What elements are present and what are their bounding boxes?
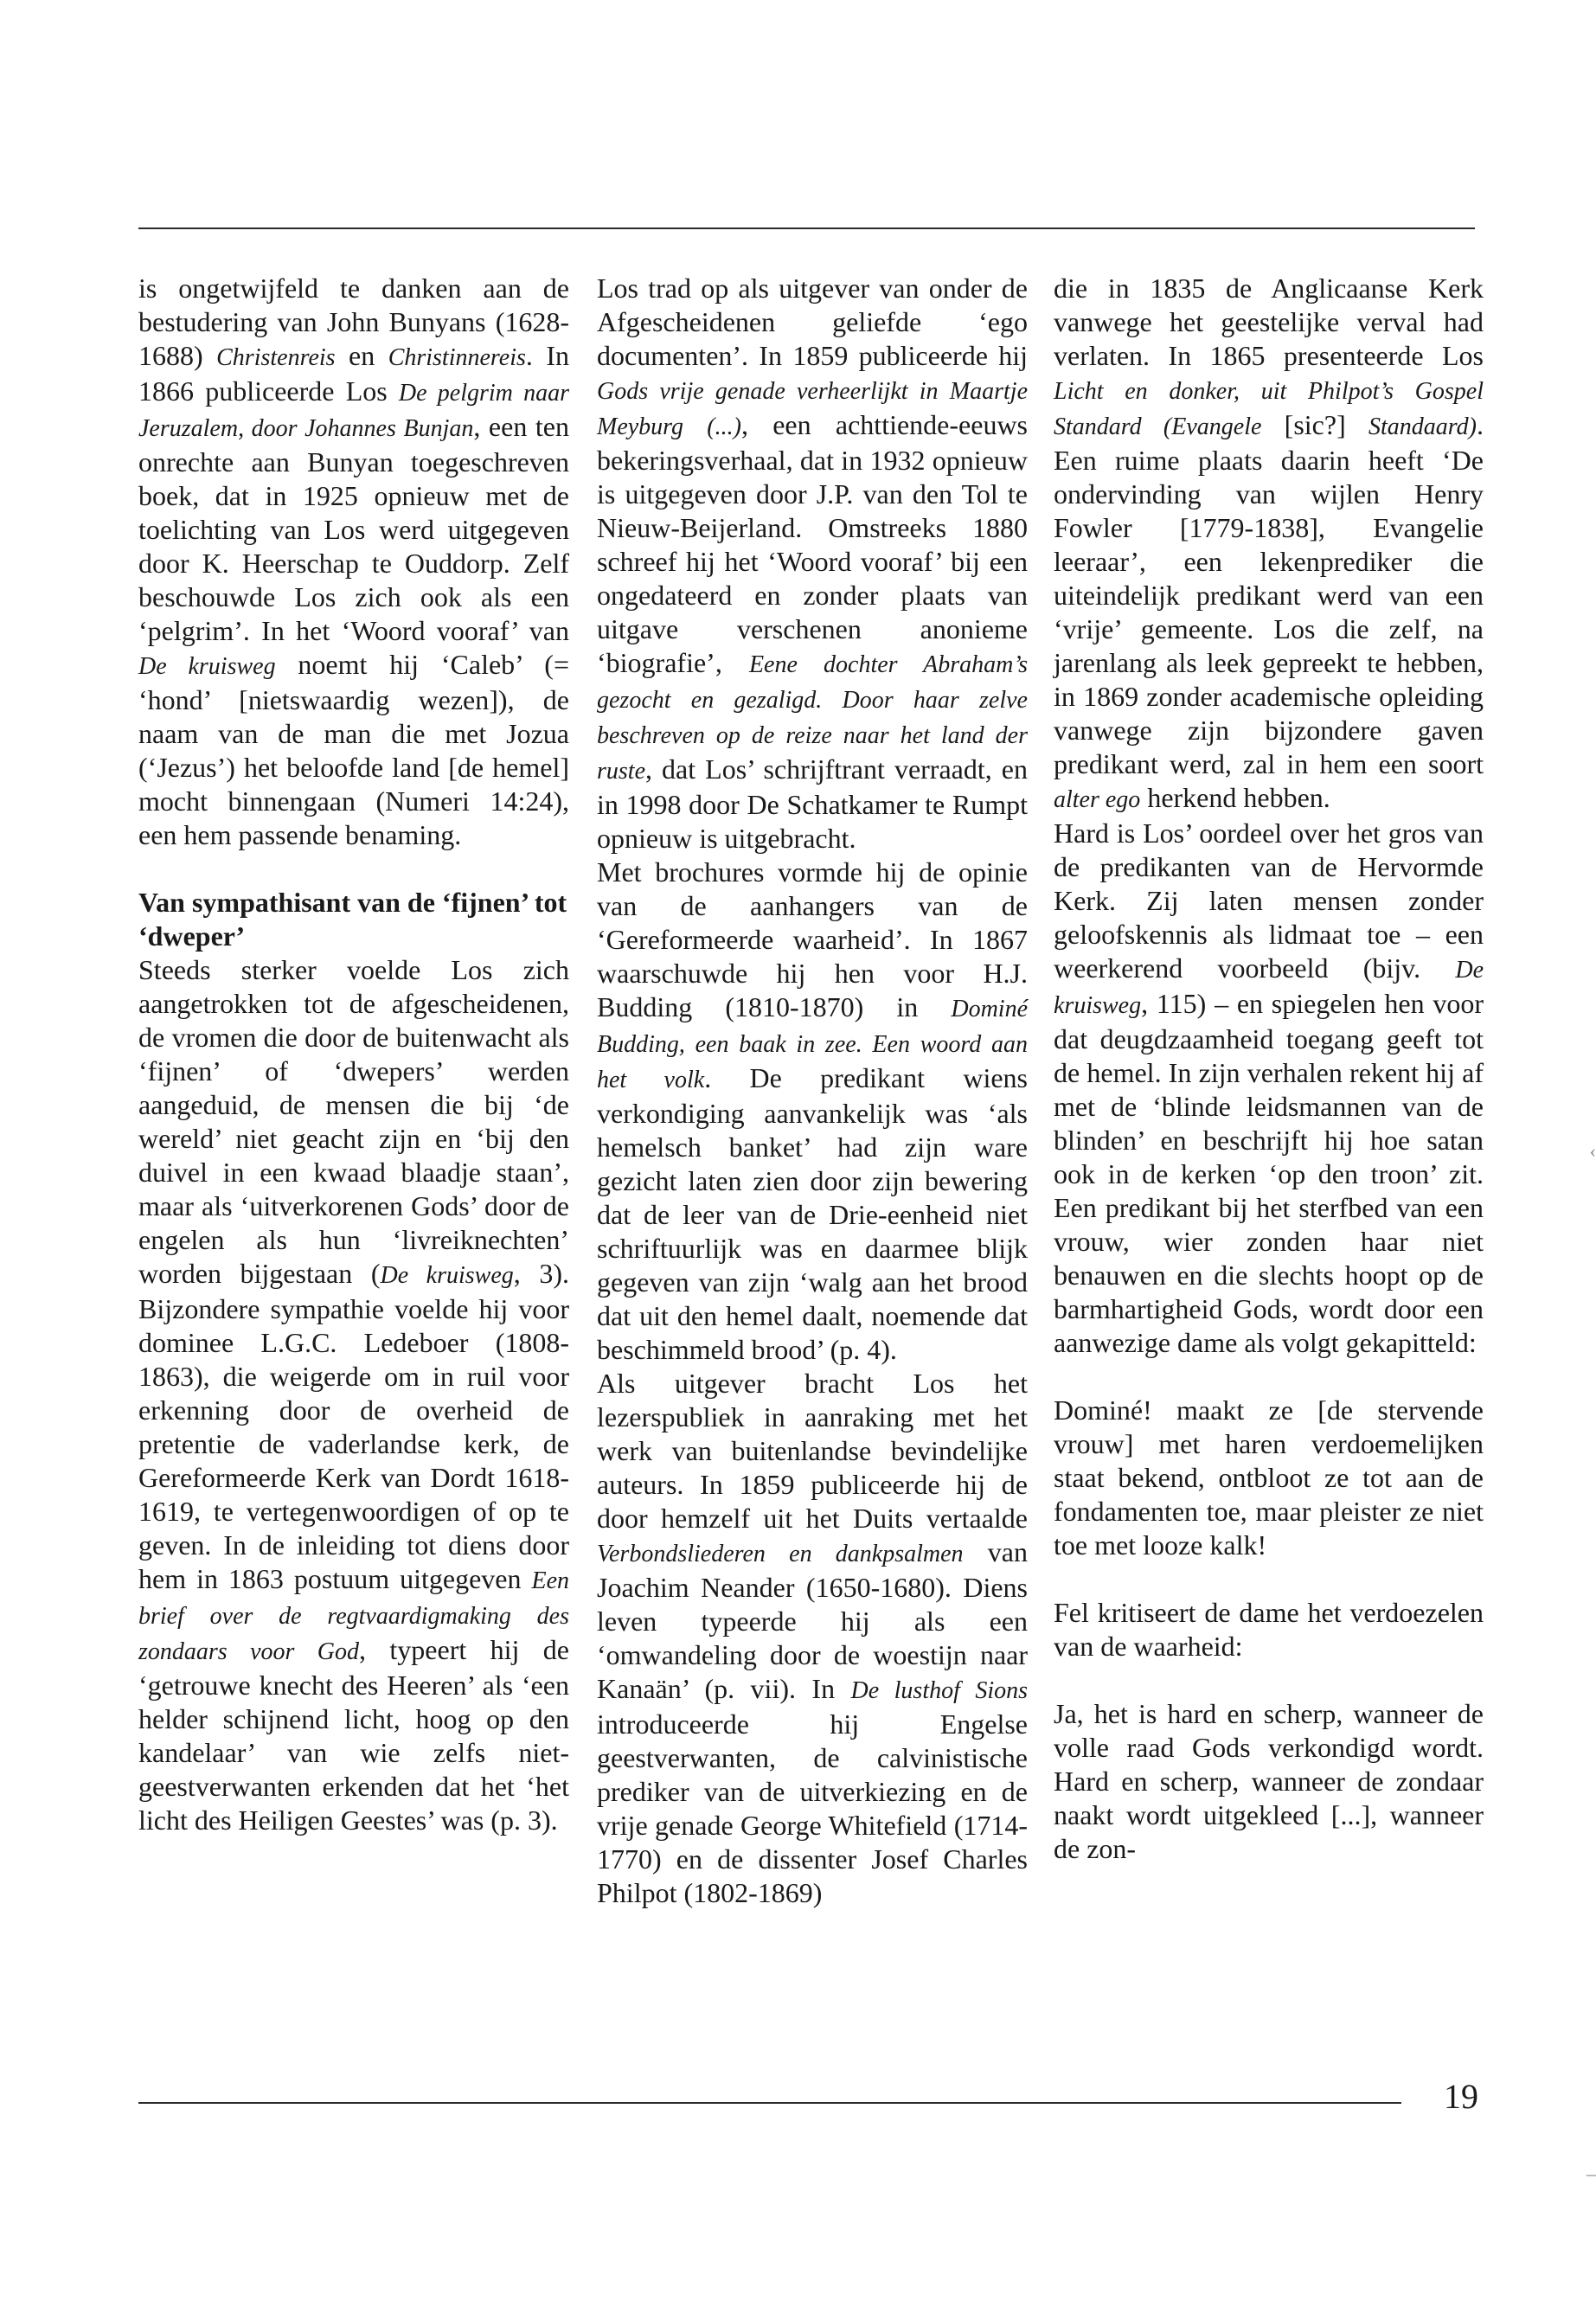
text-run: herkend hebben. (1140, 782, 1330, 813)
text-run: , een achttiende-eeuws bekeringsverhaal, dat in 1932 opnieuw is uitgegeven door J.P. van den Tol te Nieuw-Beijerland. Omstreeks 1880 schreef hij het ‘Woord vooraf’ bij een ongedateerd en zonder plaats van uitgave verschenen anonieme ‘biografie’, (597, 409, 1028, 678)
italic-title: De kruisweg (380, 1262, 514, 1289)
edge-mark: ‹ (1589, 1140, 1596, 1162)
paragraph (1054, 272, 1484, 817)
paragraph (597, 272, 1028, 856)
text-run: die in 1835 de Anglicaanse Kerk vanwege het geestelijke verval had verlaten. In 1865 presenteerde Los (1054, 272, 1484, 371)
block-quote: Ja, het is hard en scherp, wanneer de volle raad Gods verkondigd wordt. Hard en scherp, wanneer de zondaar naakt wordt uitgekleed [...], wanneer de zon- (1054, 1698, 1484, 1864)
bottom-rule (138, 2102, 1401, 2104)
italic-title: Standaard) (1368, 413, 1477, 440)
column-2 (597, 272, 1028, 1910)
text-run: Hard is Los’ oordeel over het gros van de predikanten van de Hervormde Kerk. Zij laten mensen zonder geloofskennis als lidmaat toe – een weerkerend voorbeeld (bijv. (1054, 817, 1484, 984)
text-run: . In 1866 publiceerde Los (138, 340, 570, 407)
italic-title: alter ego (1054, 786, 1141, 813)
column-1 (138, 272, 569, 1837)
text-run: . De predikant wiens verkondiging aanvankelijk was ‘als hemelsch banket’ had zijn ware gezicht laten zien door zijn bewering dat de leer van de Drie-eenheid niet schriftuurlijk was en daarmee blijk gegeven van zijn ‘walg aan het brood dat uit den hemel daalt, noemende dat beschimmeld brood’ (p. 4). (597, 1062, 1029, 1365)
italic-title: Christinnereis (388, 344, 526, 371)
text-run: , 115) – en spiegelen hen voor dat deugdzaamheid toegang geeft tot de hemel. In zijn verhalen rekent hij af met de ‘blinde leidsmannen van de blinden’ en beschrijft hij hoe satan ook in de kerken ‘op den troon’ zit. Een predikant bij het sterfbed van een vrouw, wier zonden haar niet benauwen en die slechts hoopt op de barmhartigheid Gods, wordt door een aanwezige dame als volgt gekapitteld: (1054, 988, 1484, 1358)
italic-title: De kruisweg (1054, 957, 1484, 1019)
column-3 (1054, 272, 1484, 1866)
text-run: noemt hij ‘Caleb’ (= ‘hond’ [nietswaardig wezen]), de naam van de man die met Jozua (‘Jezus’) het beloofde land [de hemel] mocht binnengaan (Numeri 14:24), een hem passende benaming. (138, 649, 569, 850)
italic-title: Licht en donker, uit Philpot’s Gospel Standard (Evangele (1054, 378, 1484, 440)
text-run: , typeert hij de ‘getrouwe knecht des Heeren’ als ‘een helder schijnend licht, hoog op den kandelaar’ van wie zelfs niet-geestverwanten erkenden dat het ‘het licht des Heiligen Geestes’ was (p. 3). (138, 1634, 570, 1836)
top-rule (138, 228, 1475, 229)
paragraph (1054, 817, 1484, 1360)
italic-title: De pelgrim naar Jeruzalem, door Johannes Bunjan (138, 380, 569, 442)
paragraph: Fel kritiseert de dame het verdoezelen van de waarheid: (1054, 1597, 1484, 1662)
paragraph (597, 1367, 1028, 1910)
block-quote: Dominé! maakt ze [de stervende vrouw] met haren verdoemelijken staat bekend, ontbloot ze tot aan de fondamenten toe, maar pleister ze niet toe met looze kalk! (1054, 1394, 1484, 1561)
text-run: Steeds sterker voelde Los zich aangetrokken tot de afgescheidenen, de vromen die door de buitenwacht als ‘fijnen’ of ‘dwepers’ werden aangeduid, de mensen die bij ‘de wereld’ niet geacht zijn en ‘bij den duivel in een kwaad blaadje staan’, maar als ‘uitverkorenen Gods’ door de engelen als hun ‘livreiknechten’ worden bijgestaan ( (138, 954, 569, 1289)
italic-title: Christenreis (216, 344, 336, 371)
text-run: is ongetwijfeld te danken aan de bestudering van John Bunyans (1628-1688) (138, 272, 569, 371)
page-number: 19 (1444, 2077, 1478, 2116)
italic-title: Een brief over de regtvaardigmaking des zondaars voor God (138, 1567, 569, 1665)
text-run: . Een ruime plaats daarin heeft ‘De ondervinding van wijlen Henry Fowler [1779-1838], Evangelie leeraar’, een lekenprediker die uiteindelijk predikant werd van een ‘vrije’ gemeente. Los die zelf, na jarenlang als leek gepreekt te hebben, in 1869 zonder academische opleiding vanwege zijn bijzondere gaven predikant werd, zal in hem een soort (1054, 409, 1484, 779)
edge-mark: – (1586, 2163, 1596, 2184)
text-run: introduceerde hij Engelse geestverwanten, de calvinistische prediker van de uitverkiezing en de vrije genade George Whitefield (1714-1770) en de dissenter Josef Charles Philpot (1802-1869) (597, 1708, 1028, 1908)
text-run: Met brochures vormde hij de opinie van de aanhangers van de ‘Gereformeerde waarheid’. In 1867 waarschuwde hij hen voor H.J. Budding (1810-1870) in (597, 856, 1028, 1022)
paragraph (597, 856, 1028, 1367)
text-run: , dat Los’ schrijftrant verraadt, en in 1998 door De Schatkamer te Rumpt opnieuw is uitgebracht. (597, 753, 1028, 854)
text-run: , 3). Bijzondere sympathie voelde hij voor dominee L.G.C. Ledeboer (1808-1863), die weigerde om in ruil voor erkenning door de overheid de pretentie de vaderlandse kerk, de Gereformeerde Kerk van Dordt 1618-1619, te vertegenwoordigen of op te geven. In de inleiding tot diens door hem in 1863 postuum uitgegeven (138, 1258, 569, 1594)
text-run: , een ten onrechte aan Bunyan toegeschreven boek, dat in 1925 opnieuw met de toelichting van Los werd uitgegeven door K. Heerschap te Ouddorp. Zelf beschouwde Los zich ook als een ‘pelgrim’. In het ‘Woord vooraf’ van (138, 411, 569, 646)
italic-title: Eene dochter Abraham’s gezocht en gezaligd. Door haar zelve beschreven op de reize naar het land der ruste (597, 651, 1028, 785)
text-run: [sic?] (1261, 409, 1369, 440)
text-run: Als uitgever bracht Los het lezerspubliek in aanraking met het werk van buitenlandse bevindelijke auteurs. In 1859 publiceerde hij de door hemzelf uit het Duits vertaalde (597, 1368, 1028, 1534)
italic-title: Gods vrije genade verheerlijkt in Maartje Meyburg (...) (597, 378, 1028, 440)
section-heading: Van sympathisant van de ‘fijnen’ tot ‘dweper’ (138, 887, 567, 952)
text-run: en (335, 340, 388, 371)
italic-title: De lusthof Sions (850, 1677, 1029, 1704)
paragraph (138, 953, 569, 1837)
text-run: Los trad op als uitgever van onder de Afgescheidenen geliefde ‘ego documenten’. In 1859 publiceerde hij (597, 272, 1028, 371)
italic-title: Verbondsliederen en dankpsalmen (597, 1541, 964, 1567)
italic-title: De kruisweg (138, 653, 276, 680)
paragraph (138, 272, 569, 852)
italic-title: Dominé Budding, een baak in zee. Een woord aan het volk (597, 996, 1028, 1093)
text-run: van Joachim Neander (1650-1680). Diens leven typeerde hij als een ‘omwandeling door de woestijn naar Kanaän’ (p. vii). In (597, 1536, 1028, 1704)
